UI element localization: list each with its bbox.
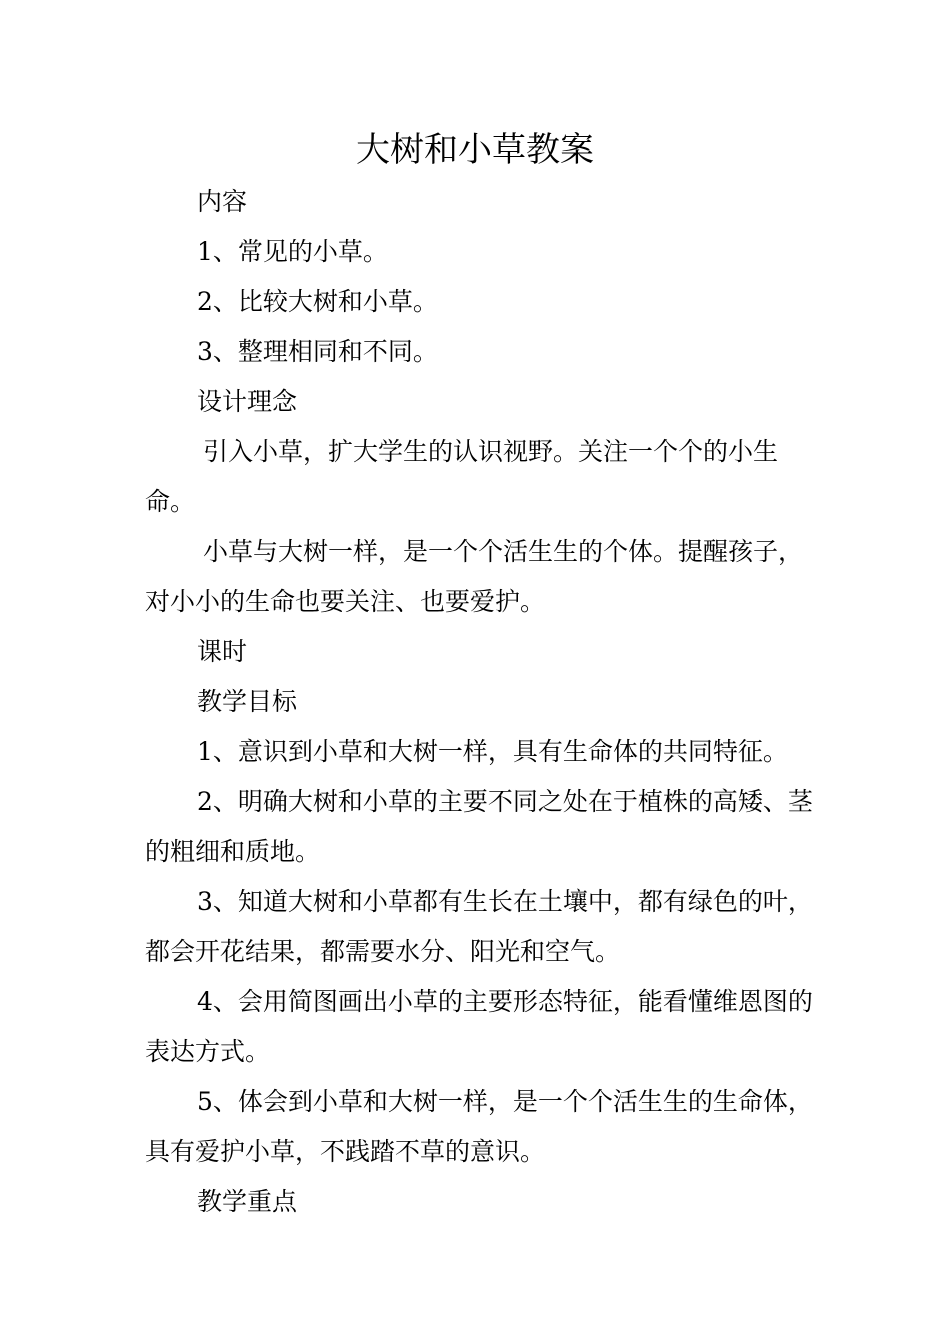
section-heading-teaching-focus: 教学重点 (197, 1187, 298, 1216)
objective-item: 1、意识到小草和大树一样，具有生命体的共同特征。 (197, 737, 788, 766)
content-item: 1、常见的小草。 (197, 237, 388, 266)
section-heading-content: 内容 (197, 187, 248, 216)
objective-item: 4、会用简图画出小草的主要形态特征，能看懂维恩图的表达方式。 (145, 987, 813, 1066)
objective-item: 5、体会到小草和大树一样，是一个个活生生的生命体，具有爱护小草，不践踏不草的意识。 (145, 1087, 813, 1166)
objective-item: 3、知道大树和小草都有生长在土壤中，都有绿色的叶，都会开花结果，都需要水分、阳光和空气。 (145, 887, 813, 966)
document-title: 大树和小草教案 (356, 130, 594, 170)
body-paragraph: 引入小草，扩大学生的认识视野。关注一个个的小生命。 (145, 437, 779, 516)
section-heading-design-concept: 设计理念 (197, 387, 298, 416)
content-item: 2、比较大树和小草。 (197, 287, 438, 316)
section-heading-teaching-objectives: 教学目标 (197, 687, 298, 716)
section-heading-class-hours: 课时 (197, 637, 248, 666)
objective-item: 2、明确大树和小草的主要不同之处在于植株的高矮、茎的粗细和质地。 (145, 787, 813, 866)
body-paragraph: 小草与大树一样，是一个个活生生的个体。提醒孩子，对小小的生命也要关注、也要爱护。 (145, 537, 804, 616)
content-item: 3、整理相同和不同。 (197, 337, 438, 366)
document-body (145, 177, 825, 1227)
